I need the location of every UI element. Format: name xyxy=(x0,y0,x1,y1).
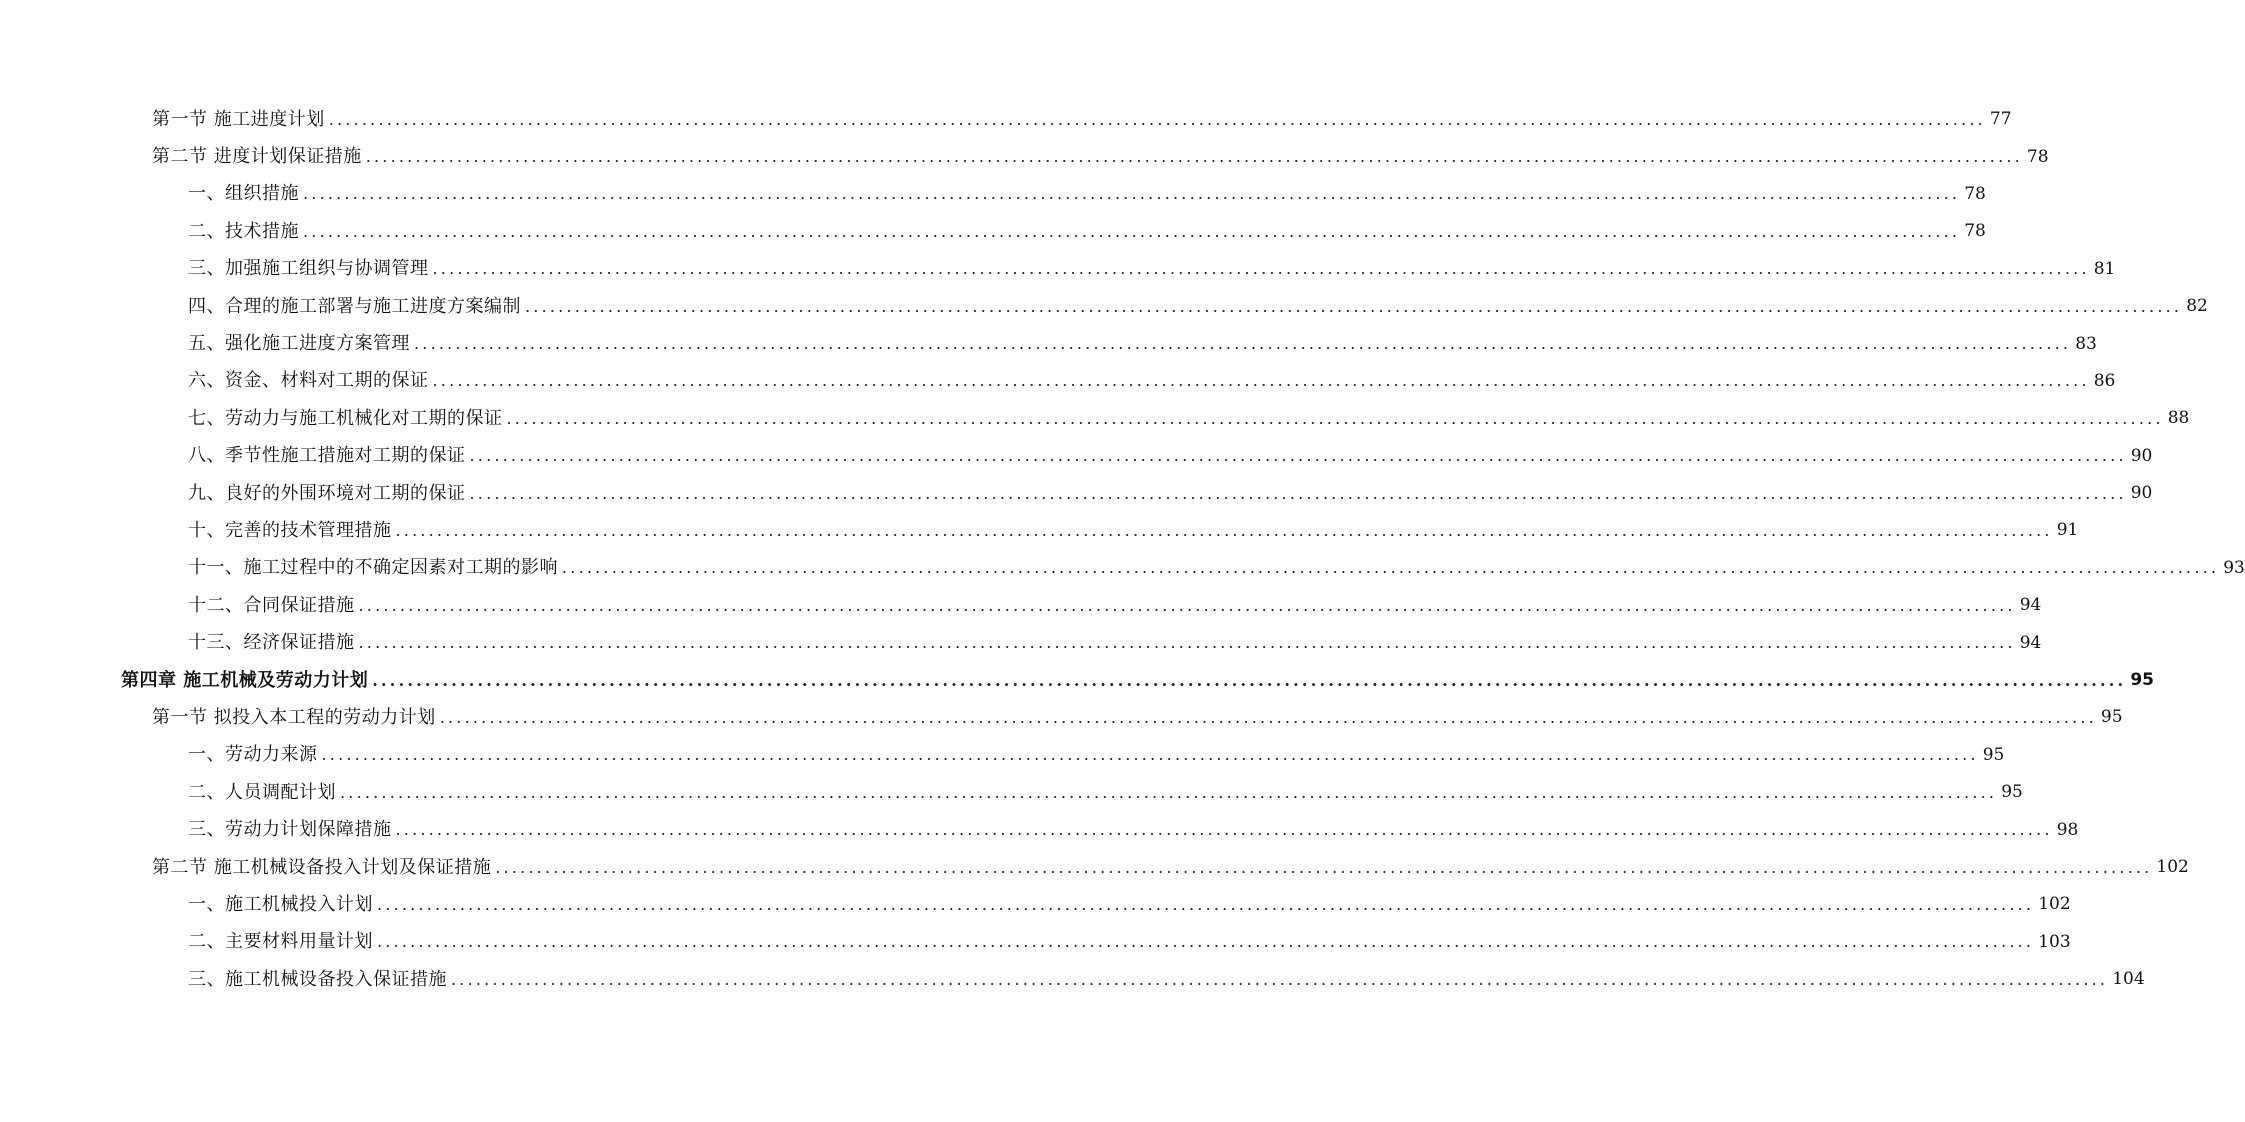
toc-entry-item[interactable] xyxy=(0,886,2071,923)
dot-leader: ........................................................................................................................................................................................................ xyxy=(451,969,2109,989)
table-of-contents xyxy=(0,101,2245,998)
toc-entry-title: 七、劳动力与施工机械化对工期的保证 xyxy=(188,407,503,429)
toc-entry-item[interactable] xyxy=(0,774,2023,811)
toc-entry-title: 十二、合同保证措施 xyxy=(188,594,355,616)
dot-leader: ........................................................................................................................................................................................................ xyxy=(495,857,2153,877)
dot-leader: ........................................................................................................................................................................................................ xyxy=(377,932,2035,952)
toc-entry-page-number: 83 xyxy=(2075,333,2097,354)
toc-entry-item[interactable] xyxy=(0,624,2042,661)
toc-entry-item[interactable] xyxy=(0,961,2145,998)
toc-entry-section[interactable] xyxy=(0,101,2012,138)
toc-entry-item[interactable] xyxy=(0,400,2190,437)
dot-leader: ........................................................................................................................................................................................................ xyxy=(395,520,2053,540)
toc-entry-page-number: 103 xyxy=(2038,931,2071,952)
toc-entry-page-number: 95 xyxy=(2100,707,2123,728)
toc-entry-page-number: 90 xyxy=(2130,483,2153,504)
toc-entry-page-number: 78 xyxy=(1964,221,1986,242)
toc-entry-page-number: 81 xyxy=(2093,258,2116,279)
toc-entry-title: 二、技术措施 xyxy=(188,220,299,242)
toc-entry-item[interactable] xyxy=(0,550,2245,587)
toc-entry-title: 第二节 进度计划保证措施 xyxy=(152,146,362,168)
toc-entry-title: 第二节 施工机械设备投入计划及保证措施 xyxy=(152,856,492,878)
toc-entry-title: 一、劳动力来源 xyxy=(188,744,318,766)
toc-entry-title: 第四章 施工机械及劳动力计划 xyxy=(121,669,369,691)
toc-entry-page-number: 82 xyxy=(2186,296,2208,317)
dot-leader: ........................................................................................................................................................................................................ xyxy=(303,221,1961,241)
toc-entry-title: 十、完善的技术管理措施 xyxy=(188,519,392,541)
toc-entry-item[interactable] xyxy=(0,213,1986,250)
toc-entry-item[interactable] xyxy=(0,251,2116,288)
dot-leader: ........................................................................................................................................................................................................ xyxy=(469,483,2127,503)
toc-entry-item[interactable] xyxy=(0,924,2071,961)
toc-entry-section[interactable] xyxy=(0,849,2189,886)
toc-entry-item[interactable] xyxy=(0,438,2153,475)
dot-leader: ........................................................................................................................................................................................................ xyxy=(525,296,2183,316)
toc-entry-title: 二、主要材料用量计划 xyxy=(188,931,373,953)
dot-leader: ........................................................................................................................................................................................................ xyxy=(372,670,2127,690)
toc-entry-item[interactable] xyxy=(0,325,2097,362)
dot-leader: ........................................................................................................................................................................................................ xyxy=(432,371,2090,391)
toc-entry-page-number: 77 xyxy=(1989,109,2012,130)
toc-entry-item[interactable] xyxy=(0,737,2005,774)
toc-entry-chapter[interactable] xyxy=(0,662,2154,699)
toc-entry-title: 五、强化施工进度方案管理 xyxy=(188,333,410,355)
dot-leader: ........................................................................................................................................................................................................ xyxy=(328,109,1986,129)
toc-entry-section[interactable] xyxy=(0,138,2049,175)
toc-entry-title: 十一、施工过程中的不确定因素对工期的影响 xyxy=(188,557,558,579)
dot-leader: ........................................................................................................................................................................................................ xyxy=(439,707,2097,727)
dot-leader: ........................................................................................................................................................................................................ xyxy=(358,595,2016,615)
toc-entry-page-number: 94 xyxy=(2019,632,2042,653)
toc-entry-title: 八、季节性施工措施对工期的保证 xyxy=(188,445,466,467)
toc-entry-title: 四、合理的施工部署与施工进度方案编制 xyxy=(188,295,521,317)
toc-entry-title: 六、资金、材料对工期的保证 xyxy=(188,370,429,392)
dot-leader: ........................................................................................................................................................................................................ xyxy=(432,259,2090,279)
toc-entry-page-number: 95 xyxy=(1982,744,2005,765)
toc-entry-page-number: 104 xyxy=(2112,969,2145,990)
toc-entry-item[interactable] xyxy=(0,587,2042,624)
toc-entry-item[interactable] xyxy=(0,811,2079,848)
dot-leader: ........................................................................................................................................................................................................ xyxy=(358,633,2016,653)
toc-entry-page-number: 78 xyxy=(1964,183,1986,204)
dot-leader: ........................................................................................................................................................................................................ xyxy=(321,745,1979,765)
toc-entry-title: 一、组织措施 xyxy=(188,183,299,205)
dot-leader: ........................................................................................................................................................................................................ xyxy=(365,147,2023,167)
toc-entry-title: 第一节 施工进度计划 xyxy=(152,108,325,130)
toc-entry-title: 九、良好的外围环境对工期的保证 xyxy=(188,482,466,504)
toc-entry-item[interactable] xyxy=(0,475,2153,512)
toc-entry-page-number: 102 xyxy=(2156,857,2189,877)
dot-leader: ........................................................................................................................................................................................................ xyxy=(469,446,2127,466)
toc-entry-page-number: 102 xyxy=(2038,894,2071,915)
dot-leader: ........................................................................................................................................................................................................ xyxy=(303,184,1961,204)
dot-leader: ........................................................................................................................................................................................................ xyxy=(506,408,2164,428)
toc-entry-page-number: 95 xyxy=(2001,782,2023,803)
toc-entry-section[interactable] xyxy=(0,699,2123,736)
dot-leader: ........................................................................................................................................................................................................ xyxy=(377,894,2035,914)
toc-entry-page-number: 98 xyxy=(2056,819,2079,840)
dot-leader: ........................................................................................................................................................................................................ xyxy=(414,334,2072,354)
toc-entry-item[interactable] xyxy=(0,512,2079,549)
toc-entry-title: 一、施工机械投入计划 xyxy=(188,893,373,915)
toc-entry-title: 二、人员调配计划 xyxy=(188,781,336,803)
toc-entry-title: 第一节 拟投入本工程的劳动力计划 xyxy=(152,706,436,728)
toc-entry-item[interactable] xyxy=(0,176,1986,213)
toc-entry-title: 十三、经济保证措施 xyxy=(188,632,355,654)
toc-entry-title: 三、施工机械设备投入保证措施 xyxy=(188,968,447,990)
toc-entry-title: 三、加强施工组织与协调管理 xyxy=(188,258,429,280)
toc-entry-page-number: 94 xyxy=(2019,595,2042,616)
dot-leader: ........................................................................................................................................................................................................ xyxy=(562,558,2220,578)
toc-entry-item[interactable] xyxy=(0,363,2116,400)
toc-entry-title: 三、劳动力计划保障措施 xyxy=(188,819,392,841)
dot-leader: ........................................................................................................................................................................................................ xyxy=(395,820,2053,840)
toc-entry-item[interactable] xyxy=(0,288,2208,325)
toc-entry-page-number: 78 xyxy=(2026,146,2049,167)
toc-entry-page-number: 93 xyxy=(2223,557,2245,578)
toc-entry-page-number: 91 xyxy=(2056,520,2079,541)
toc-entry-page-number: 95 xyxy=(2130,670,2154,691)
toc-entry-page-number: 86 xyxy=(2093,370,2116,391)
dot-leader: ........................................................................................................................................................................................................ xyxy=(340,782,1998,802)
toc-entry-page-number: 90 xyxy=(2130,445,2153,466)
toc-entry-page-number: 88 xyxy=(2167,408,2190,429)
